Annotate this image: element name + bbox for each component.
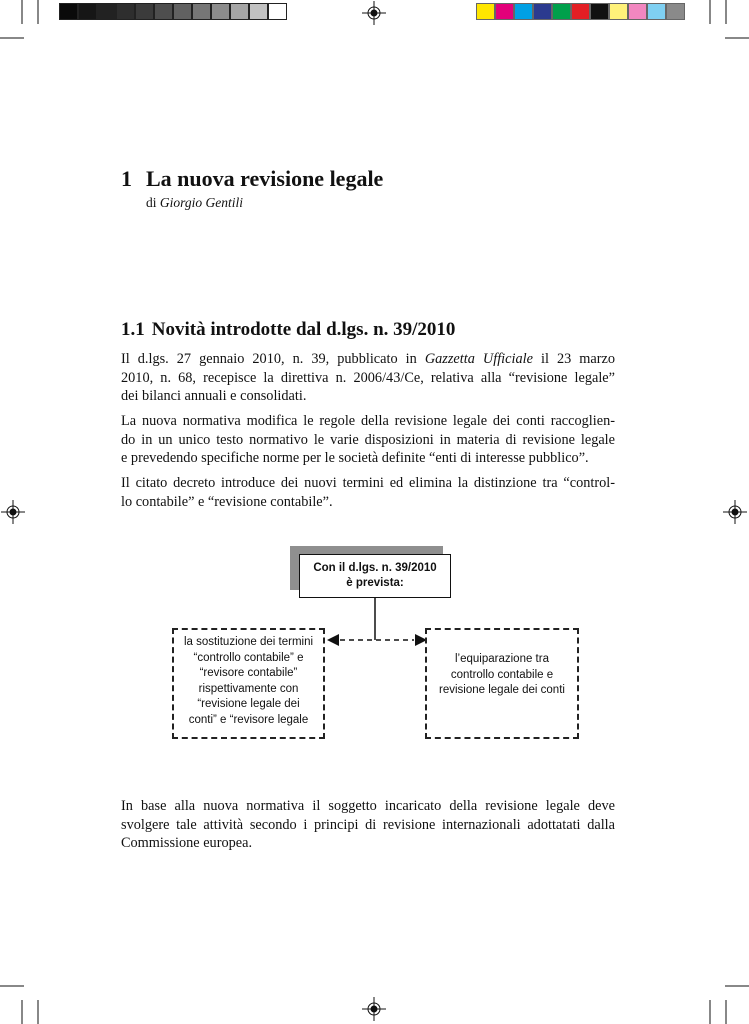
diagram-right-box-line: l’equiparazione tra — [455, 653, 549, 665]
arrow-left-icon — [327, 634, 339, 646]
paragraph-4-line-3: Commissione europea. — [121, 835, 253, 851]
paragraph-4 — [121, 797, 615, 853]
diagram-right-box-line: controllo contabile e — [450, 668, 554, 681]
paragraph-3-line-1: Il citato decreto introduce dei nuovi termini ed elimina la distinzione tra “control- — [121, 475, 615, 491]
paragraph-4-line-2: svolgere tale attività secondo i principi di revisione internazionali adottatati dalla — [121, 816, 615, 833]
paragraph-4-line-1: In base alla nuova normativa il soggetto incaricato della revisione legale deve — [121, 798, 615, 814]
paragraph-1-line-1: Il d.lgs. 27 gennaio 2010, n. 39, pubblicato in Gazzetta Ufficiale il 23 marzo — [121, 351, 616, 367]
paragraph-3-line-2: lo contabile” e “revisione contabile”. — [121, 493, 333, 510]
author-name: Giorgio Gentili — [159, 195, 244, 210]
chapter-title-text: La nuova revisione legale — [146, 166, 384, 191]
diagram-right-box-line: revisione legale dei conti — [439, 684, 565, 696]
section-title-text: Novità introdotte dal d.lgs. n. 39/2010 — [151, 319, 456, 340]
diagram-left-box-line: conti” e “revisore legale — [188, 713, 309, 726]
paragraph-2-line-2: do in un unico testo normativo le varie disposizioni in materia di revisione legale — [121, 431, 615, 448]
chapter-number: 1 — [121, 166, 132, 191]
paragraph-1-line-2: 2010, n. 68, recepisce la direttiva n. 2006/43/Ce, relativa alla “revisione legale” — [121, 369, 615, 386]
diagram-right-box — [425, 628, 579, 739]
diagram-main-line-2: è prevista: — [346, 577, 404, 589]
diagram-left-box-line: la sostituzione dei termini — [183, 636, 314, 648]
paragraph-1-line-3: dei bilanci annuali e consolidati. — [121, 388, 307, 404]
paragraph-2-line-1: La nuova normativa modifica le regole della revisione legale dei conti raccoglien- — [121, 413, 615, 429]
author-prefix: di — [146, 195, 157, 210]
diagram-left-box-line: “revisione legale dei — [197, 698, 300, 710]
gazzetta-ufficiale: Gazzetta Ufficiale — [424, 351, 533, 367]
diagram-left-box — [172, 628, 325, 739]
diagram-main-line-1: Con il d.lgs. n. 39/2010 — [313, 562, 437, 574]
diagram-left-box-line: “revisore contabile” — [199, 667, 298, 679]
diagram-left-box-line: rispettivamente con — [198, 682, 299, 695]
section-number: 1.1 — [121, 319, 145, 340]
paragraph-2-line-3: e prevedendo specifiche norme per le società definite “enti di interesse pubblico”. — [121, 450, 589, 466]
diagram-left-box-line: “controllo contabile” e — [193, 651, 304, 664]
